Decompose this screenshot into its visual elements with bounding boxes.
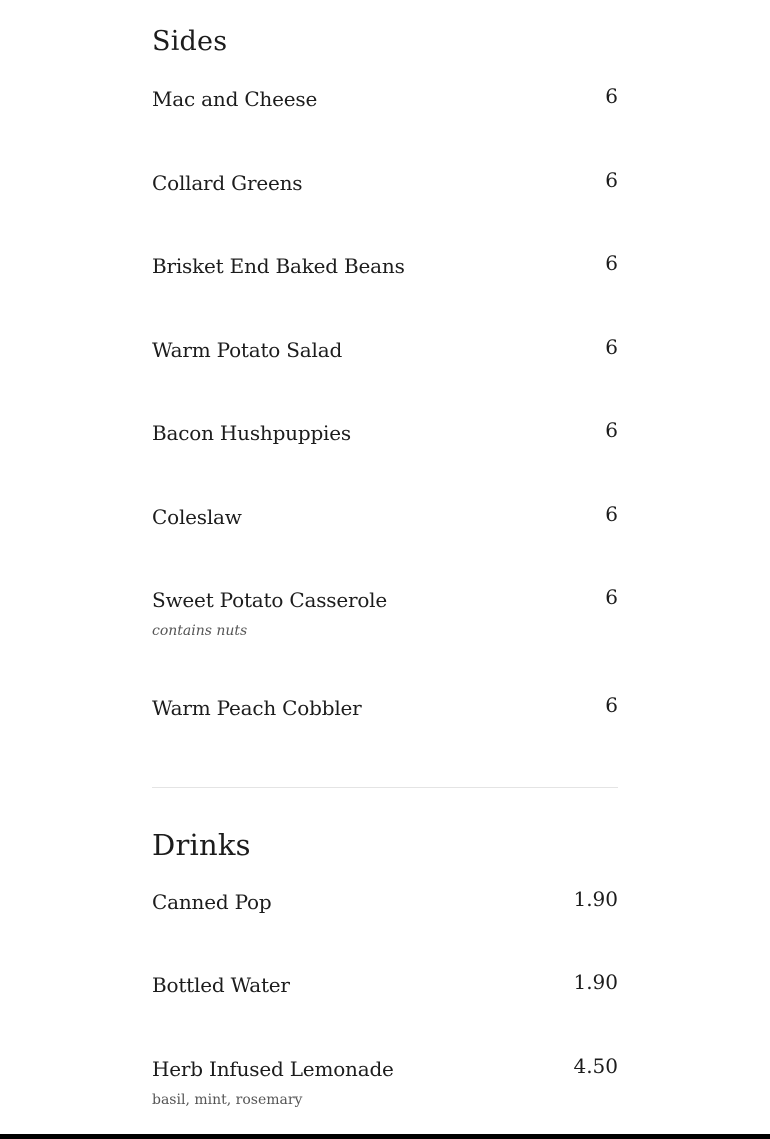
item-price: 6: [605, 335, 618, 359]
menu-item: [152, 168, 618, 201]
item-name: Collard Greens: [152, 171, 303, 195]
menu-item: [152, 502, 618, 535]
section-title-drinks: Drinks: [152, 828, 251, 862]
menu-item: [152, 585, 618, 639]
item-price: 6: [605, 251, 618, 275]
item-price: 6: [605, 168, 618, 192]
item-name: Warm Peach Cobbler: [152, 696, 362, 720]
item-name: Coleslaw: [152, 505, 242, 529]
item-price: 1.90: [573, 970, 618, 994]
menu-item: [152, 970, 618, 1003]
menu-item: [152, 84, 618, 117]
menu-item: [152, 418, 618, 451]
item-name: Warm Potato Salad: [152, 338, 343, 362]
menu-item: [152, 251, 618, 284]
section-title-sides: Sides: [152, 26, 228, 57]
item-price: 6: [605, 693, 618, 717]
item-name: Canned Pop: [152, 890, 272, 914]
item-name: Herb Infused Lemonade: [152, 1057, 394, 1081]
item-price: 6: [605, 418, 618, 442]
item-note: basil, mint, rosemary: [152, 1092, 303, 1108]
item-price: 1.90: [573, 887, 618, 911]
item-price: 6: [605, 585, 618, 609]
item-name: Bacon Hushpuppies: [152, 421, 351, 445]
item-price: 6: [605, 84, 618, 108]
bottom-edge-bar: [0, 1134, 770, 1139]
item-price: 4.50: [573, 1054, 618, 1078]
item-name: Sweet Potato Casserole: [152, 588, 387, 612]
menu-item: [152, 335, 618, 368]
menu-item: [152, 887, 618, 920]
item-name: Bottled Water: [152, 973, 290, 997]
item-price: 6: [605, 502, 618, 526]
item-name: Brisket End Baked Beans: [152, 254, 405, 278]
section-divider: [152, 787, 618, 788]
menu-item: [152, 693, 618, 726]
item-note: contains nuts: [152, 623, 248, 639]
item-name: Mac and Cheese: [152, 87, 318, 111]
menu-item: [152, 1054, 618, 1108]
